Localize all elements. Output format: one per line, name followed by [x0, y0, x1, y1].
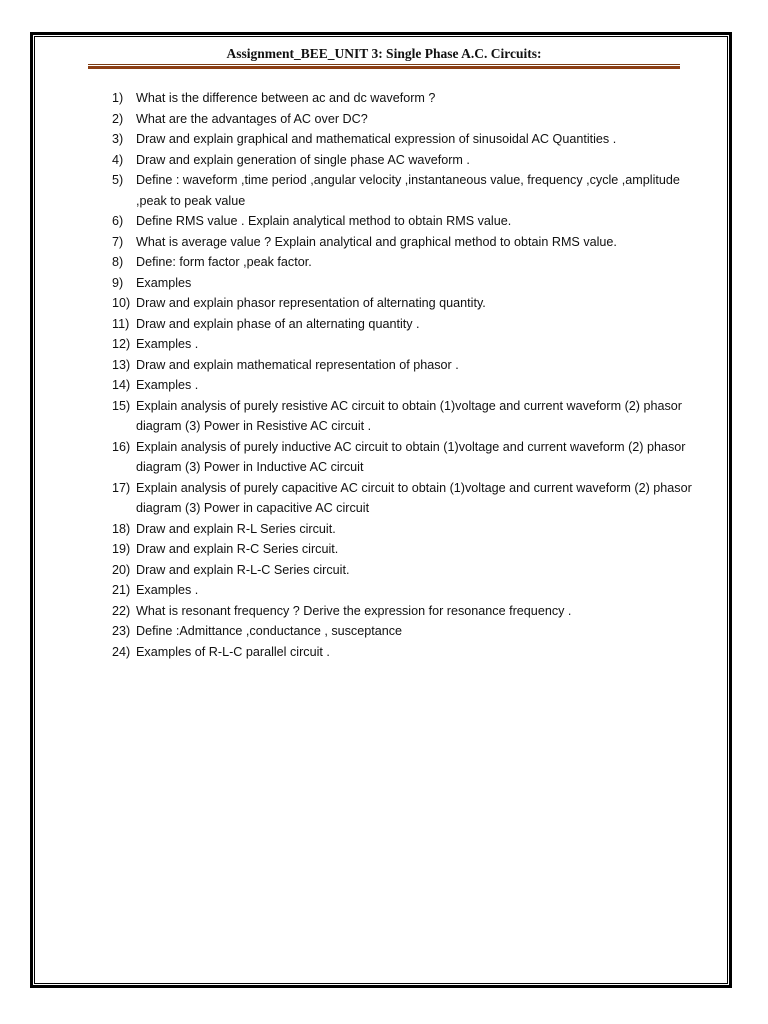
- question-item: [112, 642, 692, 663]
- question-number: 17): [112, 480, 131, 495]
- question-text: Draw and explain mathematical representation of phasor .: [136, 357, 459, 372]
- document-title: Assignment_BEE_UNIT 3: Single Phase A.C. Circuits:: [226, 46, 542, 61]
- question-number: 15): [112, 398, 131, 413]
- question-number: 12): [112, 337, 131, 351]
- question-number: 21): [112, 583, 131, 597]
- question-item: [112, 478, 692, 519]
- question-text: Draw and explain phase of an alternating quantity .: [136, 316, 420, 331]
- question-text: Draw and explain phasor representation of alternating quantity.: [136, 296, 486, 310]
- question-number: 19): [112, 542, 131, 556]
- question-text: Examples .: [136, 378, 199, 392]
- question-item: [112, 129, 692, 150]
- question-list: [112, 88, 692, 662]
- question-item: [112, 170, 692, 211]
- question-number: 10): [112, 296, 131, 310]
- question-text: Draw and explain R-L-C Series circuit.: [136, 562, 350, 577]
- question-number: 23): [112, 624, 131, 638]
- question-number: 13): [112, 357, 131, 372]
- question-text: What are the advantages of AC over DC?: [136, 111, 368, 126]
- question-item: [112, 211, 692, 232]
- question-text: Draw and explain R-C Series circuit.: [136, 542, 339, 556]
- question-item: [112, 519, 692, 540]
- question-item: [112, 334, 692, 355]
- question-number: 18): [112, 521, 131, 536]
- question-number: 3): [112, 132, 124, 146]
- question-text: Draw and explain R-L Series circuit.: [136, 521, 336, 536]
- question-number: 8): [112, 255, 124, 269]
- question-item: [112, 109, 692, 130]
- question-item: [112, 232, 692, 253]
- question-item: [112, 88, 692, 109]
- question-text: Explain analysis of purely inductive AC circuit to obtain (1)voltage and current waveform (2) phasor diagram (3) Power in Inductive AC circuit: [136, 439, 686, 474]
- question-text: Explain analysis of purely capacitive AC circuit to obtain (1)voltage and current waveform (2) phasor diagram (3) Power in capacitive AC circuit: [136, 480, 692, 515]
- question-number: 4): [112, 152, 124, 167]
- question-number: 14): [112, 378, 131, 392]
- question-item: [112, 539, 692, 560]
- question-number: 1): [112, 91, 124, 105]
- question-text: Define RMS value . Explain analytical method to obtain RMS value.: [136, 214, 512, 228]
- question-text: Examples .: [136, 583, 199, 597]
- question-item: [112, 314, 692, 335]
- question-text: What is resonant frequency ? Derive the expression for resonance frequency .: [136, 603, 572, 618]
- title-underline-thin: [88, 64, 680, 65]
- question-item: [112, 621, 692, 642]
- question-text: Define :Admittance ,conductance , susceptance: [136, 624, 403, 638]
- question-number: 6): [112, 214, 124, 228]
- question-text: What is the difference between ac and dc waveform ?: [136, 91, 436, 105]
- question-item: [112, 150, 692, 171]
- question-item: [112, 355, 692, 376]
- question-text: Examples .: [136, 337, 199, 351]
- question-item: [112, 437, 692, 478]
- question-item: [112, 560, 692, 581]
- question-text: Draw and explain generation of single phase AC waveform .: [136, 152, 470, 167]
- question-item: [112, 252, 692, 273]
- question-number: 2): [112, 111, 124, 126]
- question-text: Define : waveform ,time period ,angular velocity ,instantaneous value, frequency ,cycle ,amplitude ,peak to peak value: [136, 173, 680, 208]
- question-number: 20): [112, 562, 131, 577]
- question-item: [112, 375, 692, 396]
- question-item: [112, 293, 692, 314]
- question-number: 9): [112, 275, 124, 290]
- question-number: 16): [112, 439, 131, 454]
- question-item: [112, 601, 692, 622]
- title-underline-thick: [88, 66, 680, 69]
- question-number: 22): [112, 603, 131, 618]
- question-item: [112, 396, 692, 437]
- question-text: Examples: [136, 275, 192, 290]
- question-text: Define: form factor ,peak factor.: [136, 255, 312, 269]
- question-text: Examples of R-L-C parallel circuit .: [136, 644, 330, 659]
- question-item: [112, 580, 692, 601]
- question-number: 11): [112, 316, 130, 331]
- question-number: 5): [112, 173, 124, 187]
- question-text: What is average value ? Explain analytical and graphical method to obtain RMS value.: [136, 234, 617, 249]
- question-number: 24): [112, 644, 131, 659]
- question-number: 7): [112, 234, 124, 249]
- question-text: Draw and explain graphical and mathematical expression of sinusoidal AC Quantities .: [136, 132, 617, 146]
- question-item: [112, 273, 692, 294]
- question-text: Explain analysis of purely resistive AC circuit to obtain (1)voltage and current waveform (2) phasor diagram (3) Power in Resistive AC circuit .: [136, 398, 682, 433]
